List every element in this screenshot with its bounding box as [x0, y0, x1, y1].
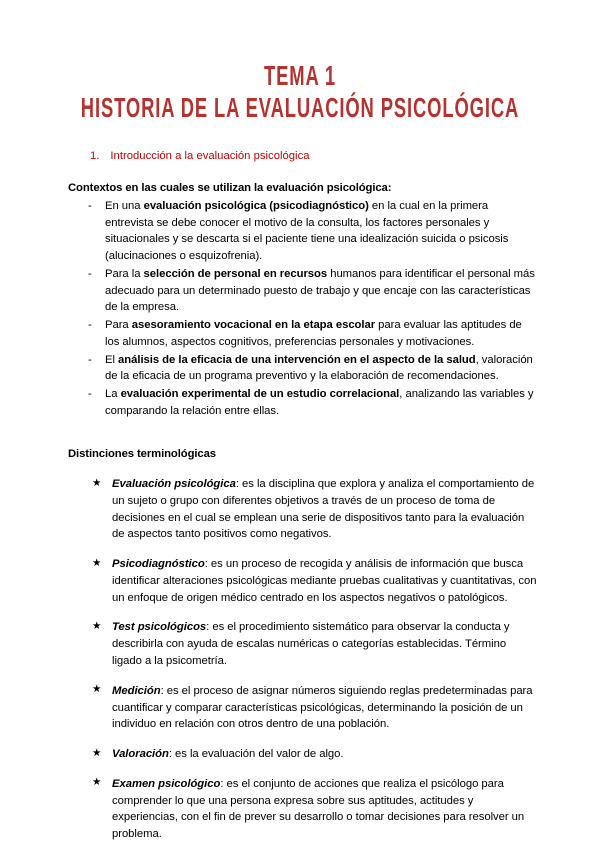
list-item-bold: evaluación psicológica (psicodiagnóstico)	[143, 199, 369, 212]
term-label: Psicodiagnóstico	[112, 558, 205, 571]
term-definition: : es el conjunto de acciones que realiza el psicólogo para comprender lo que una persona expresa sobre sus aptitudes, actitudes y experiencias, con el fin de prever su desarrollo o tomar decisiones para resolver un problema.	[112, 777, 525, 841]
star-icon: ★	[92, 476, 102, 489]
list-item-rest: humanos para identificar el personal más adecuado para un determinado puesto de trabajo y que encaje con las características de la empresa.	[105, 267, 535, 314]
dash-marker: -	[88, 388, 92, 401]
star-icon: ★	[92, 556, 102, 569]
list-item-lead: La	[105, 388, 121, 401]
list-item	[68, 619, 538, 669]
section-1-label: Introducción a la evaluación psicológica	[110, 150, 310, 162]
list-item-rest: , analizando las variables y comparando la relación entre ellas.	[105, 388, 534, 417]
term-label: Valoración	[112, 748, 169, 761]
distinctions-heading: Distinciones terminológicas	[68, 447, 216, 460]
contexts-heading: Contextos en las cuales se utilizan la evaluación psicológica:	[68, 182, 392, 195]
list-item	[68, 776, 538, 843]
list-item-bold: análisis de la eficacia de una intervención en el aspecto de la salud	[118, 353, 476, 366]
list-item-rest: , valoración de la eficacia de un programa preventivo y la elaboración de recomendaciones.	[105, 353, 533, 383]
document-content	[0, 148, 600, 843]
term-label: Evaluación psicológica	[112, 478, 236, 491]
list-item	[68, 476, 538, 543]
term-definition: : es la disciplina que explora y analiza el comportamiento de un sujeto o grupo con diferentes objetivos a través de un proceso de toma de decisiones en el cual se emplean una serie de dispositivos tanto para la evaluación de aspectos tanto positivos como negativos.	[112, 478, 535, 541]
list-item-rest: en la cual en la primera entrevista se debe conocer el motivo de la consulta, los factores personales y situacionales y se descarta si el paciente tiene una idealización suicida o psicosis (alucinaciones o esquizofrenia).	[105, 199, 509, 263]
list-item-bold: evaluación experimental de un estudio correlacional	[120, 388, 400, 401]
star-icon: ★	[92, 619, 102, 632]
list-item	[68, 317, 538, 351]
star-icon: ★	[92, 683, 102, 696]
document-title-block	[0, 0, 600, 124]
term-definition: : es un proceso de recogida y análisis de información que busca identificar alteraciones psicológicas mediante pruebas cualitativas y cuantitativas, con un enfoque de origen médico centrado en los aspectos negativos o patológicos.	[112, 558, 537, 604]
list-item	[68, 198, 538, 265]
list-item	[68, 352, 538, 386]
list-item-bold: asesoramiento vocacional en la etapa escolar	[131, 319, 376, 332]
term-definition: : es el proceso de asignar números siguiendo reglas predeterminadas para cuantificar y comparar características psicológicas, determinando la posición de un individuo en relación con otros dentro de una población.	[112, 684, 533, 731]
list-item	[68, 746, 538, 763]
term-label: Examen psicológico	[112, 777, 221, 790]
list-item-bold: selección de personal en recursos	[143, 267, 328, 280]
dash-marker: -	[88, 199, 92, 212]
contexts-list	[68, 198, 538, 420]
list-item	[68, 556, 538, 606]
list-item	[68, 683, 538, 733]
list-item-lead: El	[105, 353, 119, 366]
distinctions-list	[68, 476, 538, 843]
term-label: Medición	[112, 684, 161, 697]
document-title-line-1: TEMA 1	[263, 59, 337, 92]
document-title-line-2: HISTORIA DE LA EVALUACIÓN PSICOLÓGICA	[80, 91, 520, 124]
dash-marker: -	[88, 353, 92, 366]
star-icon: ★	[92, 776, 102, 789]
dash-marker: -	[88, 267, 92, 280]
section-1-heading	[90, 148, 538, 164]
list-item-lead: En una	[105, 199, 144, 212]
list-item	[68, 386, 538, 420]
list-item-lead: Para la	[105, 267, 144, 280]
section-1-number: 1.	[90, 150, 100, 162]
list-item	[68, 266, 538, 316]
dash-marker: -	[88, 319, 92, 332]
term-definition: : es el procedimiento sistemático para observar la conducta y describirla con ayuda de escalas numéricas o categorías establecidas. Término ligado a la psicometría.	[112, 621, 510, 667]
term-definition: : es la evaluación del valor de algo.	[168, 748, 344, 761]
star-icon: ★	[92, 746, 102, 759]
term-label: Test psicológicos	[112, 621, 207, 634]
list-item-lead: Para	[105, 319, 132, 332]
list-item-rest: para evaluar las aptitudes de los alumnos, aspectos cognitivos, preferencias personales y motivaciones.	[105, 319, 522, 348]
